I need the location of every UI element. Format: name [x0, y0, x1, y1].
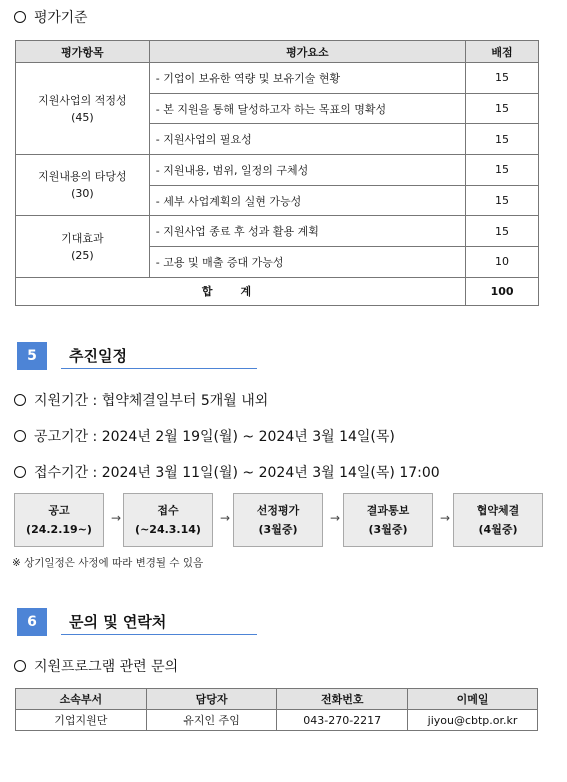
- contact-header-dept: 소속부서: [16, 689, 147, 710]
- contact-dept: 기업지원단: [16, 710, 147, 731]
- flow-step: 선정평가 (3월중): [233, 493, 323, 547]
- table-row: [16, 216, 539, 247]
- section-number: 5: [17, 342, 47, 370]
- eval-element: - 고용 및 매출 증대 가능성: [149, 247, 465, 278]
- contact-line: 지원프로그램 관련 문의: [14, 656, 178, 676]
- contact-table: [15, 688, 538, 731]
- eval-score: 15: [466, 216, 539, 247]
- arrow-right-icon: →: [330, 511, 341, 525]
- eval-score: 10: [466, 247, 539, 278]
- eval-total-row: [16, 277, 539, 305]
- schedule-flow: [14, 493, 543, 547]
- eval-score: 15: [466, 93, 539, 124]
- eval-category: 기대효과 (25): [16, 216, 150, 277]
- eval-header-category: 평가항목: [16, 41, 150, 63]
- eval-element: - 지원사업 종료 후 성과 활용 계획: [149, 216, 465, 247]
- flow-step: 공고 (24.2.19~): [14, 493, 104, 547]
- eval-element: - 지원내용, 범위, 일정의 구체성: [149, 155, 465, 186]
- flow-step: 협약체결 (4월중): [453, 493, 543, 547]
- section-label: 추진일정: [69, 347, 127, 365]
- section-underline: [61, 634, 257, 635]
- contact-header-row: [16, 689, 538, 710]
- table-row: [16, 63, 539, 94]
- eval-score: 15: [466, 63, 539, 94]
- eval-score: 15: [466, 155, 539, 186]
- section-5-title: [17, 342, 257, 370]
- eval-element: - 세부 사업계획의 실현 가능성: [149, 185, 465, 216]
- eval-header-element: 평가요소: [149, 41, 465, 63]
- table-row: [16, 155, 539, 186]
- contact-email[interactable]: jiyou@cbtp.or.kr: [408, 710, 538, 731]
- section-6-title: [17, 608, 257, 636]
- eval-element: - 기업이 보유한 역량 및 보유기술 현황: [149, 63, 465, 94]
- contact-phone: 043-270-2217: [277, 710, 408, 731]
- circle-bullet-icon: [14, 11, 26, 23]
- eval-score: 15: [466, 124, 539, 155]
- eval-table: [15, 40, 539, 306]
- contact-header-email: 이메일: [408, 689, 538, 710]
- eval-category: 지원내용의 타당성 (30): [16, 155, 150, 216]
- arrow-right-icon: →: [440, 511, 451, 525]
- eval-header-score: 배점: [466, 41, 539, 63]
- eval-heading: 평가기준: [14, 7, 87, 27]
- eval-element: - 본 지원을 통해 달성하고자 하는 목표의 명확성: [149, 93, 465, 124]
- eval-total-score: 100: [466, 277, 539, 305]
- schedule-line-receipt: 접수기간 : 2024년 3월 11일(월) ~ 2024년 3월 14일(목) 17:00: [14, 462, 440, 482]
- flow-step: 결과통보 (3월중): [343, 493, 433, 547]
- eval-category: 지원사업의 적정성 (45): [16, 63, 150, 155]
- eval-total-label: 합계: [16, 277, 466, 305]
- flow-step: 접수 (~24.3.14): [123, 493, 213, 547]
- section-label: 문의 및 연락처: [69, 613, 167, 631]
- schedule-note: ※ 상기일정은 사정에 따라 변경될 수 있음: [12, 557, 204, 569]
- section-underline: [61, 368, 257, 369]
- eval-element: - 지원사업의 필요성: [149, 124, 465, 155]
- circle-bullet-icon: [14, 430, 26, 442]
- section-number: 6: [17, 608, 47, 636]
- circle-bullet-icon: [14, 660, 26, 672]
- contact-header-person: 담당자: [146, 689, 277, 710]
- eval-score: 15: [466, 185, 539, 216]
- arrow-right-icon: →: [111, 511, 122, 525]
- contact-header-phone: 전화번호: [277, 689, 408, 710]
- circle-bullet-icon: [14, 466, 26, 478]
- table-row: [16, 710, 538, 731]
- circle-bullet-icon: [14, 394, 26, 406]
- eval-header-row: [16, 41, 539, 63]
- contact-person: 유지인 주임: [146, 710, 277, 731]
- schedule-line-notice: 공고기간 : 2024년 2월 19일(월) ~ 2024년 3월 14일(목): [14, 426, 395, 446]
- arrow-right-icon: →: [220, 511, 231, 525]
- schedule-line-period: 지원기간 : 협약체결일부터 5개월 내외: [14, 390, 268, 410]
